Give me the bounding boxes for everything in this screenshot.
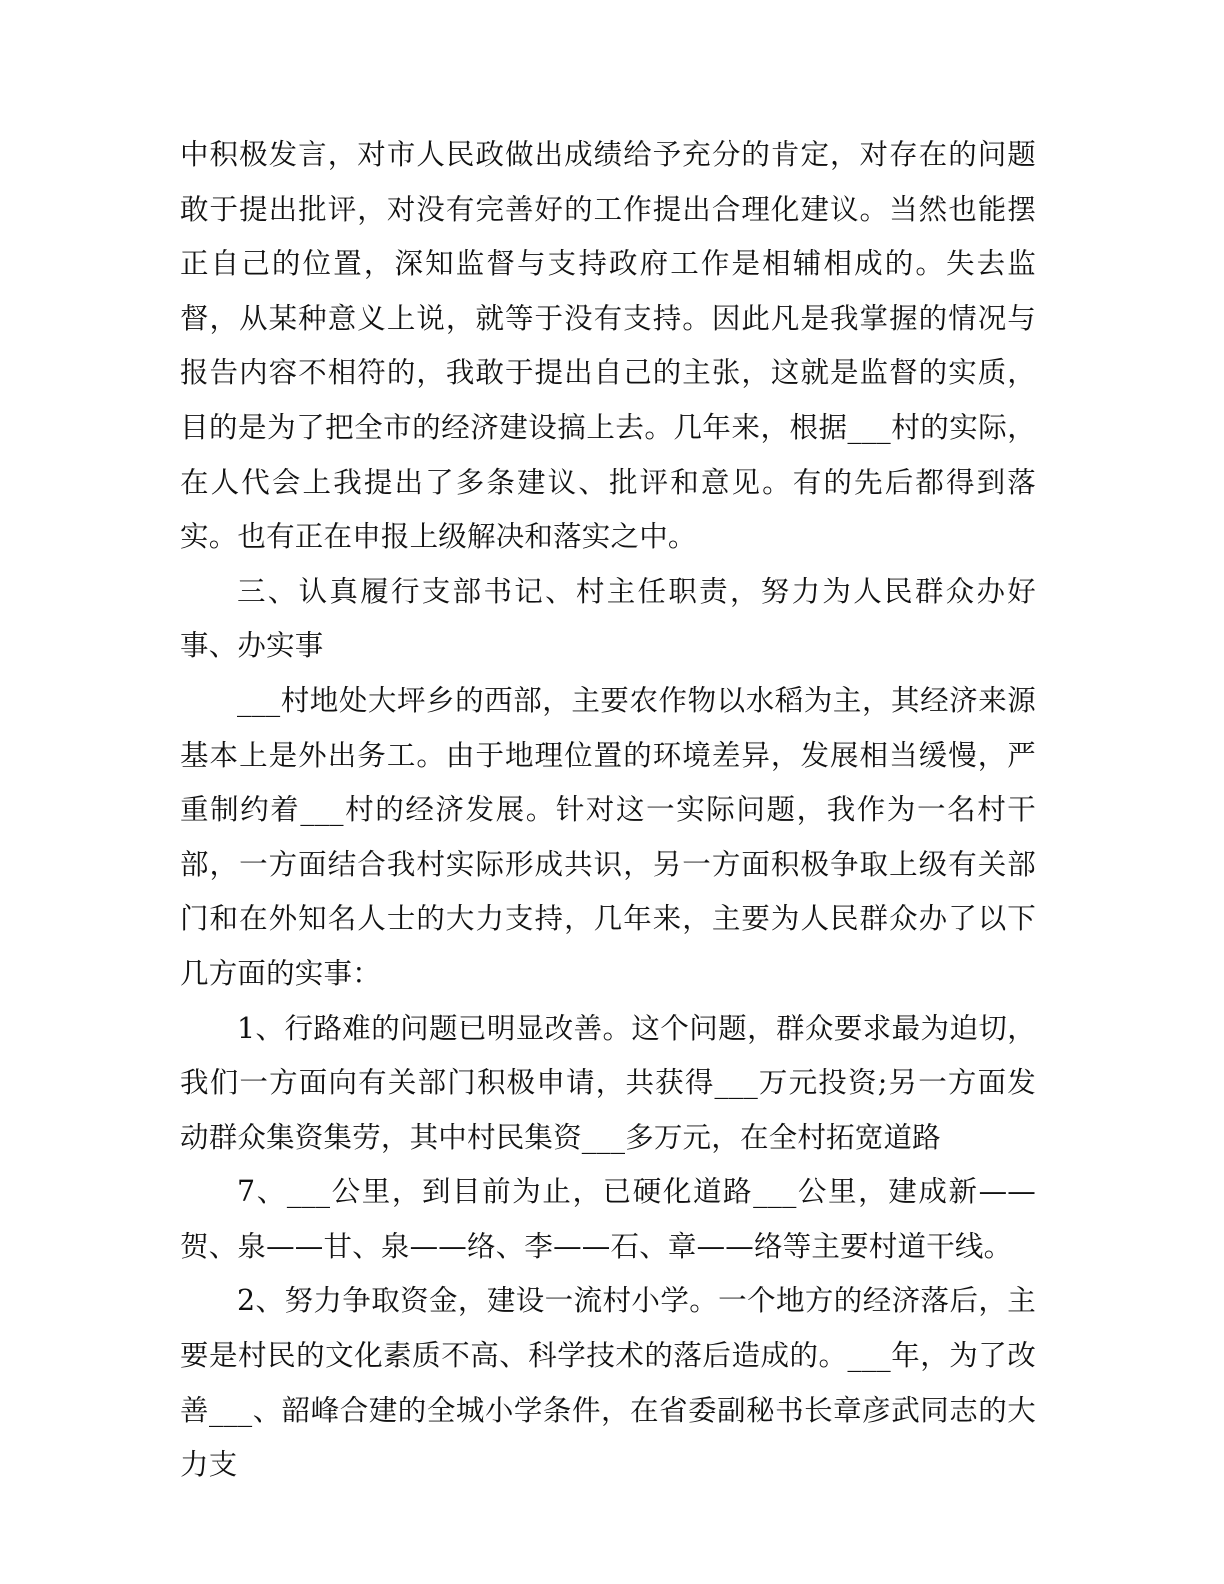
paragraph-item-1: 1、行路难的问题已明显改善。这个问题，群众要求最为迫切，我们一方面向有关部门积极申请，共获得___万元投资;另一方面发动群众集资集劳，其中村民集资___多万元，在全村拓宽道路 [180,1011,1036,1154]
paragraph-item-7: 7、___公里，到目前为止，已硬化道路___公里，建成新——贺、泉——甘、泉——络、李——石、章——络等主要村道干线。 [180,1175,1036,1263]
paragraph-village-intro: ___村地处大坪乡的西部，主要农作物以水稻为主，其经济来源基本上是外出务工。由于地理位置的环境差异，发展相当缓慢，严重制约着___村的经济发展。针对这一实际问题，我作为一名村干部，一方面结合我村实际形成共识，另一方面积极争取上级有关部门和在外知名人士的大力支持，几年来，主要为人民群众办了以下几方面的实事： [180,683,1036,990]
paragraph-continuation: 中积极发言，对市人民政做出成绩给予充分的肯定，对存在的问题敢于提出批评，对没有完善好的工作提出合理化建议。当然也能摆正自己的位置，深知监督与支持政府工作是相辅相成的。失去监督，从某种意义上说，就等于没有支持。因此凡是我掌握的情况与报告内容不相符的，我敢于提出自己的主张，这就是监督的实质，目的是为了把全市的经济建设搞上去。几年来，根据___村的实际，在人代会上我提出了多条建议、批评和意见。有的先后都得到落实。也有正在申报上级解决和落实之中。 [180,138,1036,554]
paragraph-item-2: 2、努力争取资金，建设一流村小学。一个地方的经济落后，主要是村民的文化素质不高、科学技术的落后造成的。___年，为了改善___、韶峰合建的全城小学条件，在省委副秘书长章彦武同志的大力支 [180,1284,1036,1482]
body-text [180,128,1036,1493]
section-heading: 三、认真履行支部书记、村主任职责，努力为人民群众办好事、办实事 [180,574,1036,663]
